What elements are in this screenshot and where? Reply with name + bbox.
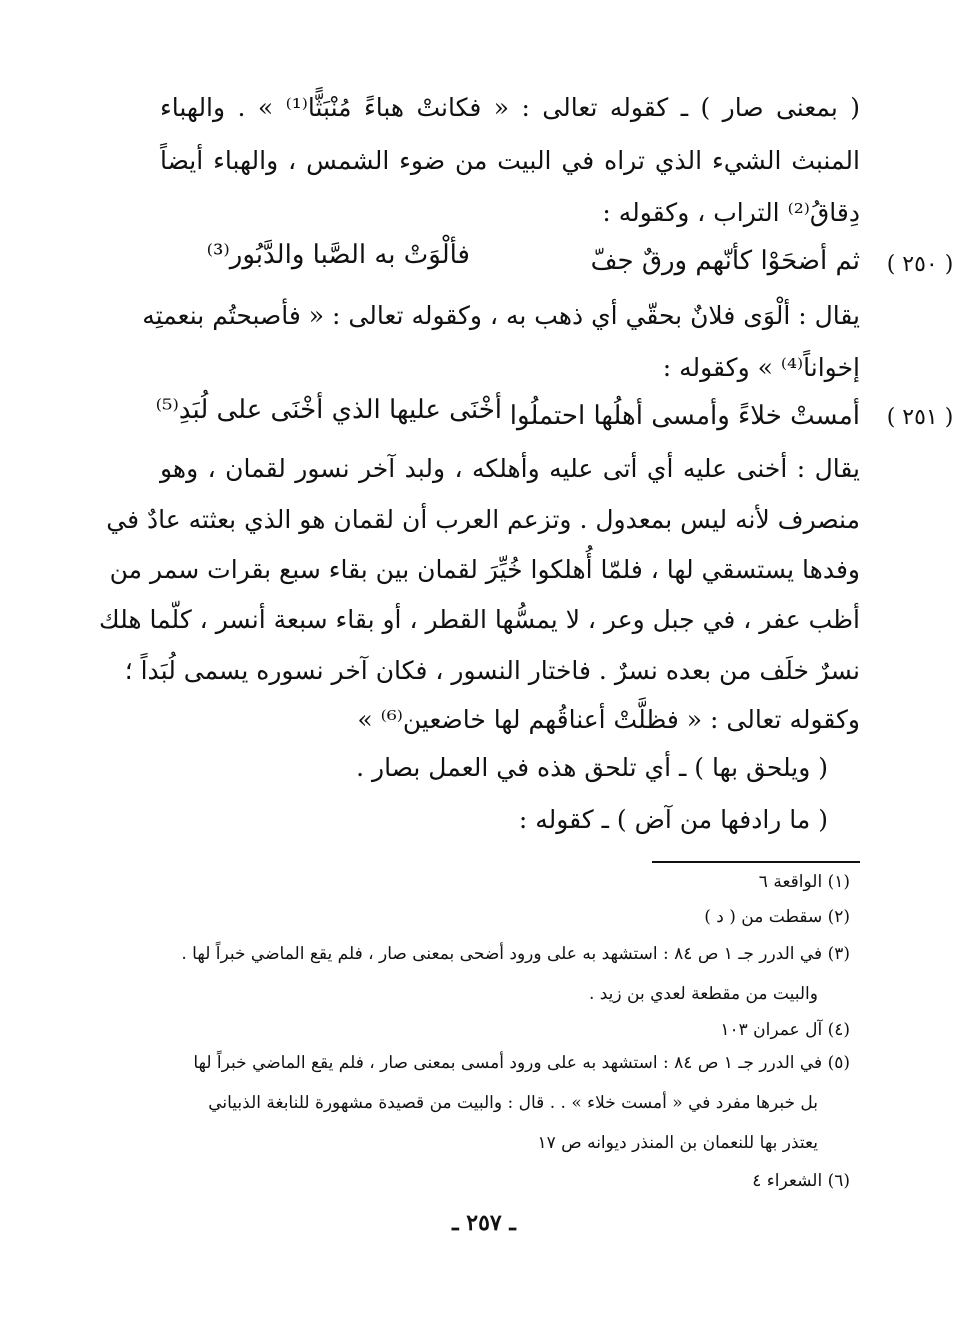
verse-number: ( ٢٥١ ): [886, 405, 954, 430]
footnote-5-continued: يعتذر بها للنعمان بن المنذر ديوانه ص ١٧: [537, 1133, 818, 1153]
body-line-11: وكقوله تعالى : « فظلَّتْ أعناقُهم لها خاضعين⁽⁶⁾ »: [357, 705, 860, 734]
body-line-5: إخواناً⁽⁴⁾ » وكقوله :: [662, 353, 860, 382]
body-line-2: المنبث الشيء الذي تراه في البيت من ضوء الشمس ، والهباء أيضاً: [160, 146, 860, 175]
body-line-7: منصرف لأنه ليس بمعدول . وتزعم العرب أن لقمان هو الذي بعثته عادٌ في: [106, 505, 860, 534]
body-line-10: نسرٌ خلَف من بعده نسرٌ . فاختار النسور ، فكان آخر نسوره يسمى لُبَداً ؛: [124, 656, 860, 685]
verse-second-hemistich: أخْنَى عليها الذي أخْنَى على لُبَدِ⁽⁵⁾: [155, 395, 502, 425]
body-line-12: ( ويلحق بها ) ـ أي تلحق هذه في العمل بصار .: [356, 753, 828, 782]
body-line-1: ( بمعنى صار ) ـ كقوله تعالى : « فكانتْ هباءً مُنْبَثًّا⁽¹⁾ » . والهباء: [160, 93, 860, 122]
body-line-6: يقال : أخنى عليه أي أتى عليه وأهلكه ، ولبد آخر نسور لقمان ، وهو: [160, 454, 860, 483]
footnote-5-continued: بل خبرها مفرد في « أمست خلاء » . . قال : والبيت من قصيدة مشهورة للنابغة الذبياني: [208, 1093, 818, 1113]
body-line-4: يقال : ألْوَى فلانٌ بحقّي أي ذهب به ، وكقوله تعالى : « فأصبحتُم بنعمتِه: [142, 301, 860, 330]
footnote-6: (٦) الشعراء ٤: [752, 1171, 850, 1191]
footnote-separator: [652, 861, 860, 863]
body-line-3: دِقاقُ⁽²⁾ التراب ، وكقوله :: [602, 198, 860, 227]
page-number: ـ ٢٥٧ ـ: [452, 1210, 516, 1236]
footnote-3: (٣) في الدرر جـ ١ ص ٨٤ : استشهد به على ورود أضحى بمعنى صار ، فلم يقع الماضي خبراً لها .: [181, 944, 850, 964]
body-line-9: أظب عفر ، في جبل وعر ، لا يمسُّها القطر ، أو بقاء سبعة أنسر ، كلّما هلك: [99, 605, 860, 634]
verse-first-hemistich: أمستْ خلاءً وأمسى أهلُها احتملُوا: [509, 401, 860, 431]
footnote-4: (٤) آل عمران ١٠٣: [720, 1020, 850, 1040]
body-line-8: وفدها يستسقي لها ، فلمّا أُهلكوا خُيِّرَ لقمان بين بقاء سبع بقرات سمر من: [109, 555, 860, 584]
body-line-13: ( ما رادفها من آض ) ـ كقوله :: [518, 805, 828, 834]
verse-first-hemistich: ثم أضحَوْا كأنّهم ورقٌ جفّ: [590, 246, 860, 276]
footnote-5: (٥) في الدرر جـ ١ ص ٨٤ : استشهد به على ورود أمسى بمعنى صار ، فلم يقع الماضي خبراً لها: [193, 1053, 850, 1073]
verse-number: ( ٢٥٠ ): [886, 252, 954, 277]
footnote-3-continued: والبيت من مقطعة لعدي بن زيد .: [588, 984, 818, 1004]
verse-second-hemistich: فألْوَتْ به الصَّبا والدَّبُور⁽³⁾: [206, 240, 470, 270]
footnote-2: (٢) سقطت من ( د ): [704, 907, 850, 927]
footnote-1: (١) الواقعة ٦: [758, 872, 850, 892]
